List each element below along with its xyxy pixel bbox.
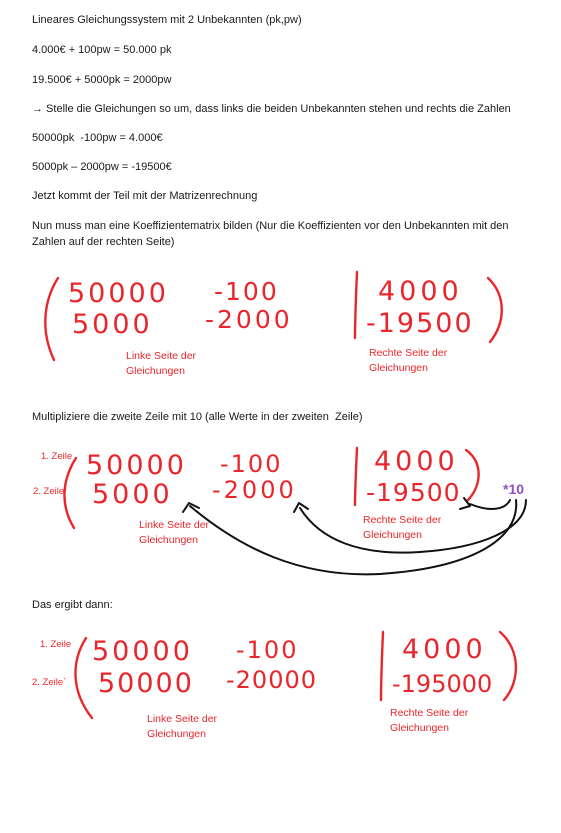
matrix-3-r2c2: -20000 bbox=[226, 666, 318, 694]
matrix-3-left-bracket bbox=[75, 638, 92, 718]
matrix-3-left-label: Linke Seite der Gleichungen bbox=[147, 713, 218, 740]
coefficient-matrix-explanation: Nun muss man eine Koeffizientematrix bilden (Nur die Koeffizienten vor den Unbekannten mit den Zahlen auf der rechten Seite) bbox=[32, 220, 509, 248]
matrix-2-r1c1: 50000 bbox=[86, 450, 187, 481]
matrix-1-right-label: Rechte Seite der Gleichungen bbox=[369, 347, 448, 374]
matrix-3-r2c3: -195000 bbox=[392, 670, 493, 698]
instruction-text: → Stelle die Gleichungen so um, dass links die beiden Unbekannten stehen und rechts die Zahlen bbox=[32, 103, 511, 115]
arrow-to-first-column bbox=[190, 500, 516, 574]
matrix-2-row-2-label: 2. Zeile` bbox=[33, 486, 68, 497]
equation-1: 4.000€ + 100pw = 50.000 pk bbox=[32, 44, 172, 56]
section-result-heading: Das ergibt dann: bbox=[32, 599, 113, 611]
section-multiply-heading: Multipliziere die zweite Zeile mit 10 (alle Werte in der zweiten Zeile) bbox=[32, 411, 363, 423]
matrix-1-left-bracket bbox=[45, 278, 58, 360]
matrix-3-row-1-label: 1. Zeile bbox=[40, 639, 72, 650]
matrix-2-r2c3: -19500 bbox=[366, 478, 461, 507]
matrix-2-right-label: Rechte Seite der Gleichungen bbox=[363, 514, 442, 541]
matrix-3-r1c3: 4000 bbox=[402, 634, 487, 665]
matrix-2-divider bbox=[355, 448, 357, 505]
matrix-1-divider bbox=[355, 272, 357, 338]
multiply-arrows bbox=[183, 498, 526, 574]
arrow-to-third-column bbox=[470, 500, 510, 509]
matrix-2-r2c2: -2000 bbox=[212, 476, 297, 504]
matrix-1-right-bracket bbox=[488, 278, 502, 342]
matrix-2-right-bracket bbox=[466, 450, 479, 500]
matrix-3-r1c2: -100 bbox=[236, 636, 299, 664]
rearranged-equation-2: 5000pk – 2000pw = -19500€ bbox=[32, 161, 172, 173]
matrix-3-r1c1: 50000 bbox=[92, 636, 193, 667]
matrix-1-r1c3: 4000 bbox=[378, 276, 463, 307]
matrix-3-row-2-label: 2. Zeile` bbox=[32, 677, 67, 688]
matrix-1-r2c1: 5000 bbox=[72, 309, 153, 340]
document-title: Lineares Gleichungssystem mit 2 Unbekannten (pk,pw) bbox=[32, 14, 302, 26]
matrix-2-row-1-label: 1. Zeile bbox=[41, 451, 73, 462]
matrix-3-right-label: Rechte Seite der Gleichungen bbox=[390, 707, 469, 734]
matrix-1-r2c2: -2000 bbox=[205, 305, 293, 334]
matrix-intro-text: Jetzt kommt der Teil mit der Matrizenrechnung bbox=[32, 190, 258, 202]
matrix-1-r1c1: 50000 bbox=[68, 278, 169, 309]
matrix-2-left-label: Linke Seite der Gleichungen bbox=[139, 519, 210, 546]
matrix-3-r2c1: 50000 bbox=[98, 668, 194, 699]
matrix-3-divider bbox=[381, 632, 383, 700]
equation-2: 19.500€ + 5000pk = 2000pw bbox=[32, 74, 172, 86]
matrix-1-r2c3: -19500 bbox=[366, 308, 474, 339]
matrix-2-r1c2: -100 bbox=[220, 450, 283, 478]
matrix-3-right-bracket bbox=[500, 632, 516, 700]
multiplier-label: *10 bbox=[503, 481, 525, 497]
matrix-1-r1c2: -100 bbox=[214, 277, 279, 306]
matrix-2-r2c1: 5000 bbox=[92, 479, 173, 510]
rearranged-equation-1: 50000pk -100pw = 4.000€ bbox=[32, 132, 163, 144]
matrix-1-left-label: Linke Seite der Gleichungen bbox=[126, 350, 197, 377]
matrix-2-r1c3: 4000 bbox=[374, 446, 459, 477]
